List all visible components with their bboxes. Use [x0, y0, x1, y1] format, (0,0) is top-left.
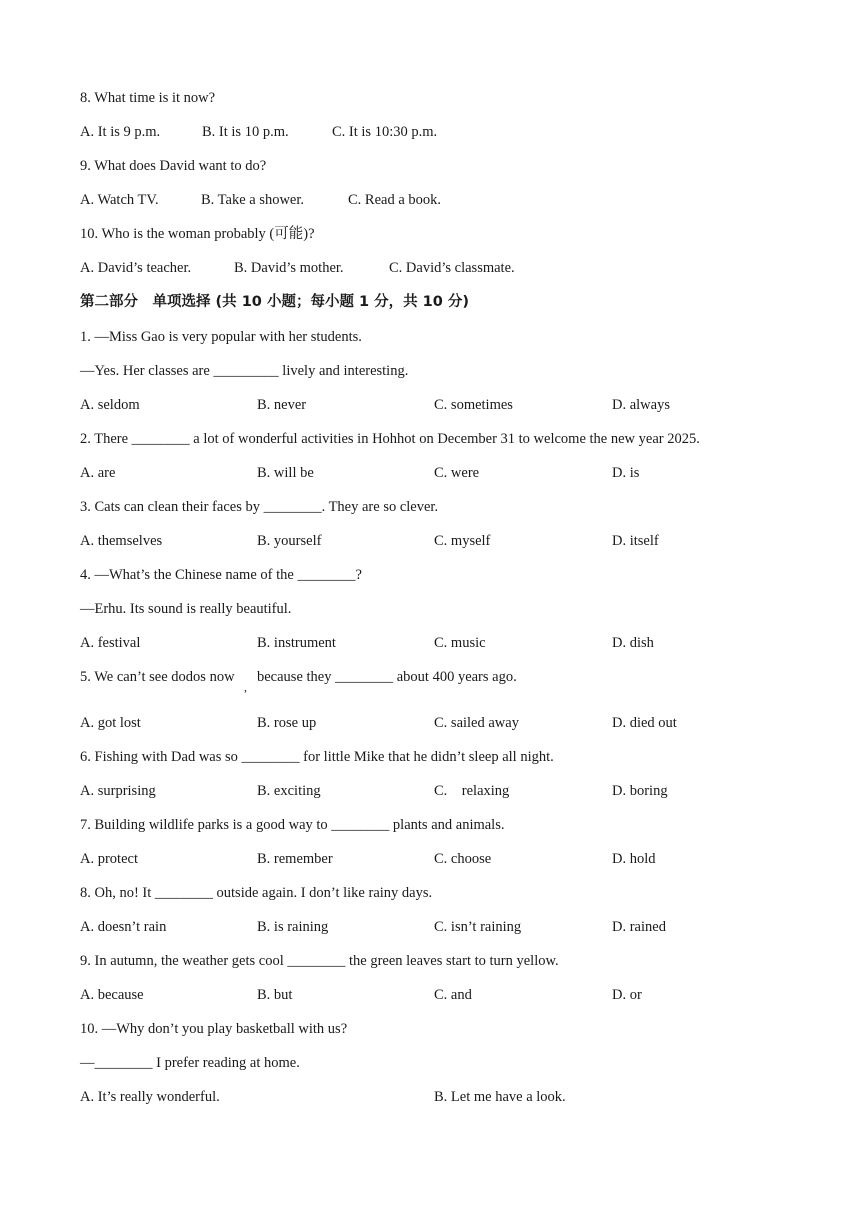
question-8-stem: 8. What time is it now? — [80, 90, 216, 106]
mc-9-option-d: D. or — [612, 987, 642, 1003]
mc-4-option-c: C. music — [434, 635, 486, 651]
mc-7-option-d: D. hold — [612, 851, 656, 867]
mc-10-line-1: 10. —Why don’t you play basketball with us? — [80, 1021, 348, 1037]
question-9-option-a: A. Watch TV. — [80, 192, 159, 208]
question-10-stem: 10. Who is the woman probably (可能)? — [80, 226, 315, 242]
mc-8-option-c: C. isn’t raining — [434, 919, 522, 935]
mc-5-option-d: D. died out — [612, 715, 677, 731]
mc-6-option-a: A. surprising — [80, 783, 156, 799]
mc-1-option-d: D. always — [612, 397, 670, 413]
mc-1-option-a: A. seldom — [80, 397, 140, 413]
question-8-option-b: B. It is 10 p.m. — [202, 124, 289, 140]
mc-4-option-d: D. dish — [612, 635, 654, 651]
question-10-option-a: A. David’s teacher. — [80, 260, 192, 276]
question-10-option-b: B. David’s mother. — [234, 260, 344, 276]
mc-1-option-b: B. never — [257, 397, 307, 413]
mc-8-option-d: D. rained — [612, 919, 666, 935]
mc-4-option-a: A. festival — [80, 635, 141, 651]
mc-5-option-a: A. got lost — [80, 715, 141, 731]
mc-3-option-d: D. itself — [612, 533, 659, 549]
mc-7-option-a: A. protect — [80, 851, 138, 867]
mc-3-line-1: 3. Cats can clean their faces by ________. They are so clever. — [80, 499, 439, 515]
mc-2-line-1: 2. There ________ a lot of wonderful activities in Hohhot on December 31 to welcome the new year 2025. — [80, 431, 700, 447]
question-10-option-c: C. David’s classmate. — [389, 260, 515, 276]
mc-1-line-2: —Yes. Her classes are _________ lively and interesting. — [80, 363, 409, 379]
mc-2-option-b: B. will be — [257, 465, 314, 481]
mc-4-line-1: 4. —What’s the Chinese name of the ________? — [80, 567, 362, 583]
mc-10-option-b: B. Let me have a look. — [434, 1089, 566, 1105]
mc-5-comma: , — [244, 680, 247, 694]
mc-3-option-a: A. themselves — [80, 533, 163, 549]
mc-9-option-c: C. and — [434, 987, 472, 1003]
mc-8-option-b: B. is raining — [257, 919, 329, 935]
mc-4-line-2: —Erhu. Its sound is really beautiful. — [80, 601, 292, 617]
mc-3-option-c: C. myself — [434, 533, 491, 549]
mc-9-option-a: A. because — [80, 987, 144, 1003]
mc-7-option-c: C. choose — [434, 851, 492, 867]
mc-8-line-1: 8. Oh, no! It ________ outside again. I don’t like rainy days. — [80, 885, 433, 901]
mc-9-line-1: 9. In autumn, the weather gets cool ________ the green leaves start to turn yellow. — [80, 953, 559, 969]
mc-10-option-a: A. It’s really wonderful. — [80, 1089, 220, 1105]
mc-5-line-2: because they ________ about 400 years ago. — [257, 669, 517, 685]
mc-3-option-b: B. yourself — [257, 533, 322, 549]
mc-8-option-a: A. doesn’t rain — [80, 919, 167, 935]
mc-2-option-d: D. is — [612, 465, 640, 481]
question-8-option-c: C. It is 10:30 p.m. — [332, 124, 438, 140]
question-9-option-c: C. Read a book. — [348, 192, 442, 208]
mc-1-line-1: 1. —Miss Gao is very popular with her students. — [80, 329, 362, 345]
mc-7-option-b: B. remember — [257, 851, 333, 867]
mc-6-line-1: 6. Fishing with Dad was so ________ for little Mike that he didn’t sleep all night. — [80, 749, 554, 765]
mc-4-option-b: B. instrument — [257, 635, 336, 651]
section-heading: 第二部分 单项选择 (共 10 小题；每小题 1 分，共 10 分) — [80, 294, 470, 310]
mc-6-option-c: C. relaxing — [434, 783, 510, 799]
mc-9-option-b: B. but — [257, 987, 293, 1003]
mc-5-option-b: B. rose up — [257, 715, 317, 731]
question-8-option-a: A. It is 9 p.m. — [80, 124, 161, 140]
question-9-option-b: B. Take a shower. — [201, 192, 305, 208]
mc-5-line-1: 5. We can’t see dodos now — [80, 669, 235, 685]
mc-2-option-c: C. were — [434, 465, 480, 481]
mc-6-option-b: B. exciting — [257, 783, 321, 799]
mc-5-option-c: C. sailed away — [434, 715, 519, 731]
mc-7-line-1: 7. Building wildlife parks is a good way to ________ plants and animals. — [80, 817, 505, 833]
question-9-stem: 9. What does David want to do? — [80, 158, 267, 174]
mc-1-option-c: C. sometimes — [434, 397, 513, 413]
mc-10-line-2: —________ I prefer reading at home. — [80, 1055, 300, 1071]
mc-2-option-a: A. are — [80, 465, 116, 481]
mc-6-option-d: D. boring — [612, 783, 668, 799]
